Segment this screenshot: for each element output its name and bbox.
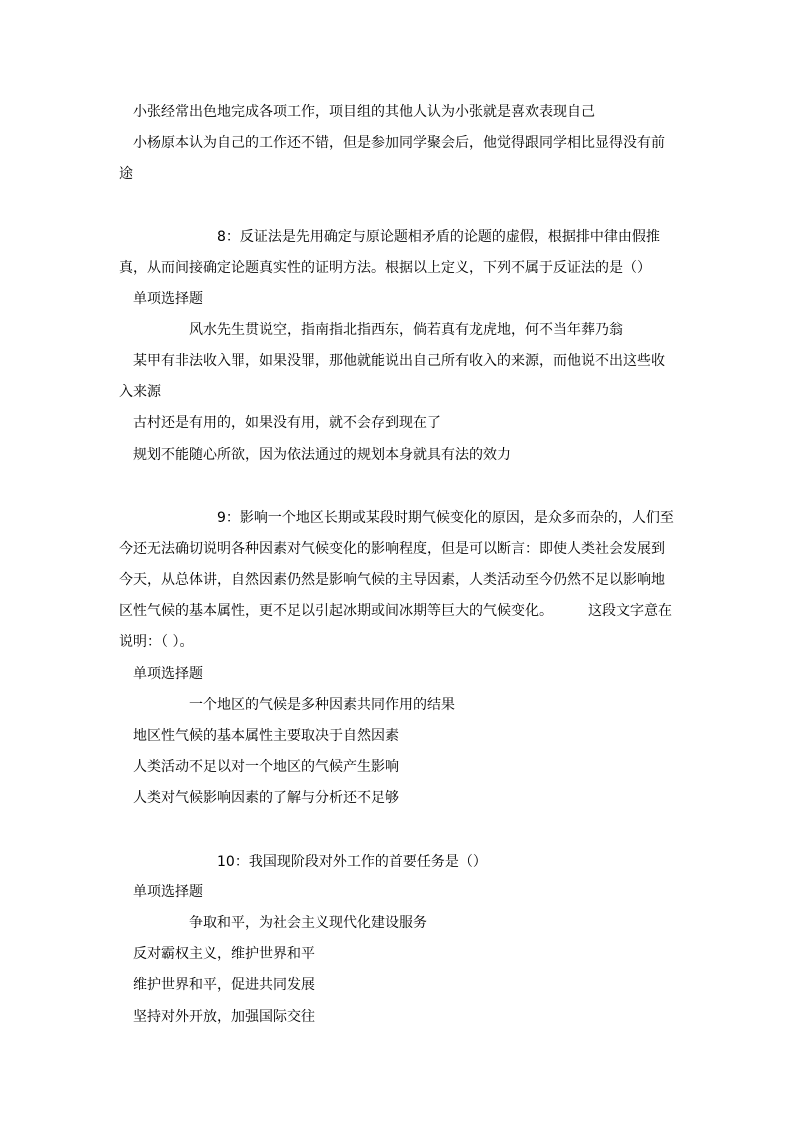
option-text: 维护世界和平，促进共同发展: [133, 977, 315, 993]
option-text: 风水先生贯说空，指南指北指西东，倘若真有龙虎地，何不当年葬乃翁: [189, 322, 623, 338]
option-text: 争取和平，为社会主义现代化建设服务: [189, 915, 427, 931]
option-text: 小杨原本认为自己的工作还不错，但是参加同学聚会后，他觉得跟同学相比显得没有前途: [119, 135, 665, 182]
question-type: 单项选择题: [133, 884, 203, 900]
question-stem: 9：影响一个地区长期或某段时期气候变化的原因，是众多而杂的，人们至今还无法确切说明各种因素对气候变化的影响程度，但是可以断言：即使人类社会发展到今天，从总体讲，自然因素仍然是影响气候的主导因素，人类活动至今仍然不足以影响地区性气候的基本属性，更不足以引起冰期或间冰期等巨大的气候变化。 这段文字意在说明：（ ）。: [119, 510, 674, 650]
option-text: 古村还是有用的，如果没有用，就不会存到现在了: [133, 415, 441, 431]
option-text: 小张经常出色地完成各项工作，项目组的其他人认为小张就是喜欢表现自己: [133, 104, 595, 120]
option-text: 坚持对外开放，加强国际交往: [133, 1009, 315, 1025]
question-stem: 10：我国现阶段对外工作的首要任务是（）: [217, 854, 487, 870]
question-type: 单项选择题: [133, 291, 203, 307]
option-text: 规划不能随心所欲，因为依法通过的规划本身就具有法的效力: [133, 447, 511, 463]
question-stem: 8：反证法是先用确定与原论题相矛盾的论题的虚假，根据排中律由假推真，从而间接确定论题真实性的证明方法。根据以上定义，下列不属于反证法的是（）: [119, 229, 660, 276]
option-text: 人类活动不足以对一个地区的气候产生影响: [133, 759, 399, 775]
option-text: 人类对气候影响因素的了解与分析还不足够: [133, 790, 399, 806]
option-text: 地区性气候的基本属性主要取决于自然因素: [133, 728, 399, 744]
option-text: 反对霸权主义，维护世界和平: [133, 946, 315, 962]
question-type: 单项选择题: [133, 666, 203, 682]
option-text: 某甲有非法收入罪，如果没罪，那他就能说出自己所有收入的来源，而他说不出这些收入来源: [119, 353, 665, 400]
option-text: 一个地区的气候是多种因素共同作用的结果: [189, 697, 455, 713]
